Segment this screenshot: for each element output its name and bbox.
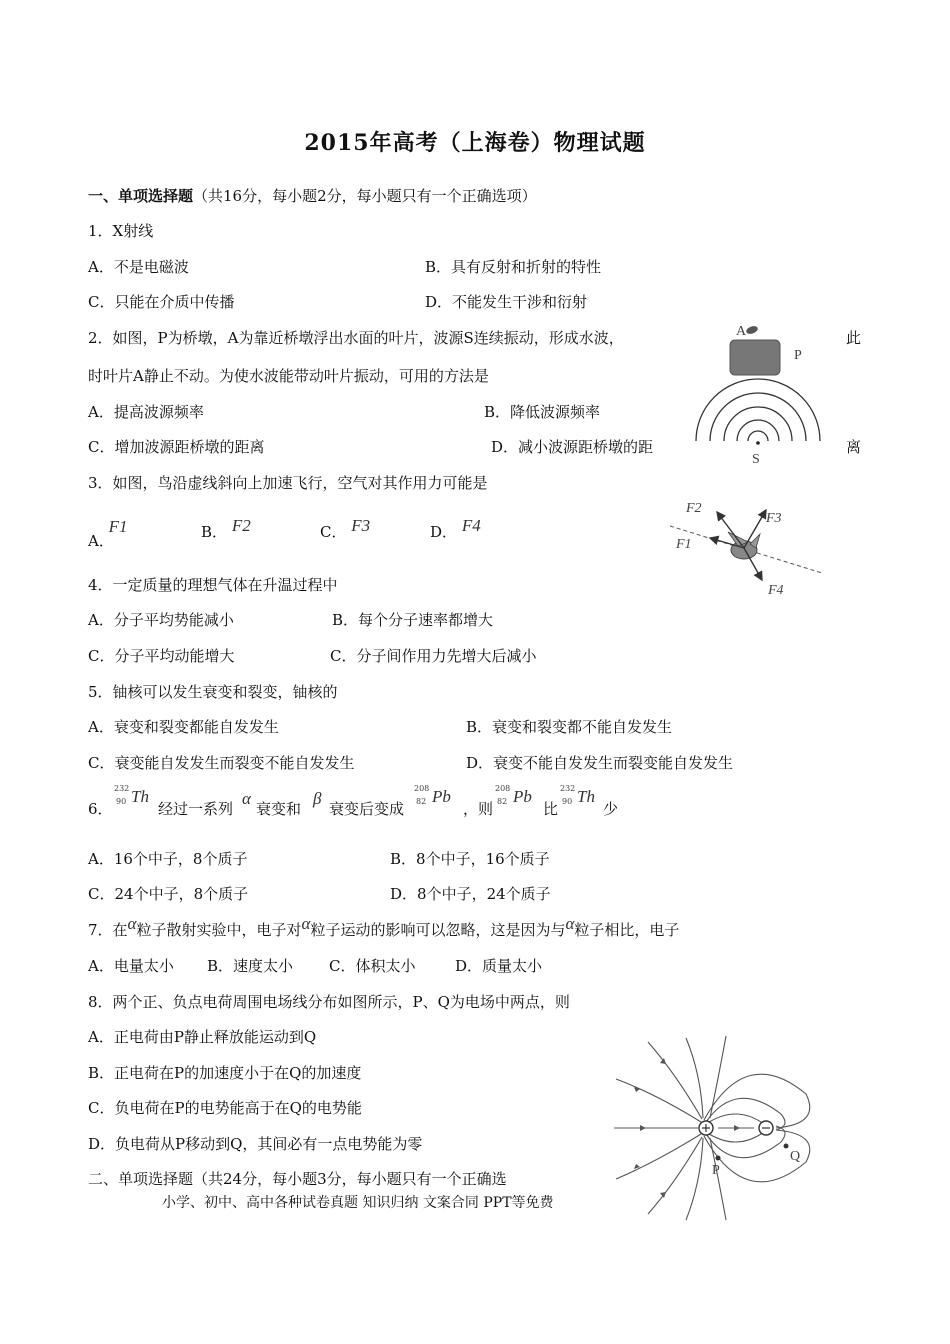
fig-label-a: A	[736, 324, 747, 339]
wave-front	[748, 431, 768, 441]
q6-option-b: B．8个中子，16个质子	[390, 850, 550, 868]
q3-option-a-force: F1	[108, 517, 128, 536]
q7-option-c: C．体积太小	[329, 957, 416, 975]
fig-label-f3: F3	[766, 511, 782, 526]
q8-option-c: C．负电荷在P的电势能高于在Q的电势能	[88, 1099, 362, 1117]
q8-option-d: D．负电荷从P移动到Q，其间必有一点电势能为零	[88, 1135, 423, 1153]
q1-option-c: C．只能在介质中传播	[88, 293, 235, 311]
q8-electric-field-figure	[606, 1034, 841, 1224]
q5-option-a: A．衰变和裂变都能自发发生	[88, 718, 279, 736]
q2-option-c: C．增加波源距桥墩的距离	[88, 438, 265, 456]
q3-option-a-label: A．	[88, 532, 114, 550]
field-line	[648, 1137, 702, 1214]
q4-option-a: A．分子平均势能减小	[88, 611, 234, 629]
fig-label-p: P	[712, 1163, 720, 1178]
pb-atomic-number: 82	[497, 797, 508, 806]
q1-option-a: A．不是电磁波	[88, 258, 189, 276]
section-2-heading: 二、单项选择题（共24分，每小题3分，每小题只有一个正确选	[88, 1170, 507, 1188]
q5-stem: 5．铀核可以发生衰变和裂变，铀核的	[88, 683, 338, 701]
q6-text-1: 经过一系列	[158, 800, 234, 818]
fig-label-s: S	[752, 452, 760, 467]
q6-num: 6．	[88, 800, 113, 818]
q6-pb-nuclide	[414, 784, 464, 814]
q7-option-d: D．质量太小	[455, 957, 543, 975]
q2-stem-end: 此	[846, 329, 862, 347]
q7-text-4: 粒子相比，电子	[574, 921, 680, 939]
wave-source	[756, 441, 760, 445]
q6-alpha: α	[242, 789, 251, 808]
q6-option-c: C．24个中子，8个质子	[88, 885, 249, 903]
th-mass-number: 232	[114, 784, 130, 793]
wave-fronts	[696, 379, 820, 441]
q4-option-c: C．分子平均动能增大	[88, 647, 235, 665]
q2-stem: 2．如图，P为桥墩，A为靠近桥墩浮出水面的叶片，波源S连续振动，形成水波，	[88, 329, 624, 347]
q7-option-b: B．速度太小	[207, 957, 294, 975]
q7-stem	[88, 914, 680, 940]
q2-option-d-end: 离	[846, 438, 862, 456]
q3-option-b-label: B．	[201, 523, 228, 541]
wave-front	[724, 407, 792, 441]
field-arrow	[734, 1125, 740, 1131]
field-line	[616, 1134, 701, 1179]
q1-option-b: B．具有反射和折射的特性	[425, 258, 602, 276]
field-line	[706, 1132, 764, 1142]
q7-text-1: 7．在	[88, 921, 128, 939]
q4-stem: 4．一定质量的理想气体在升温过程中	[88, 576, 338, 594]
q6-text-5: 比	[543, 800, 559, 818]
field-arrow	[660, 1058, 666, 1064]
q2-option-b: B．降低波源频率	[484, 403, 601, 421]
q3-option-a	[88, 517, 138, 551]
q3-option-c-force: F3	[351, 516, 371, 535]
th-symbol: Th	[131, 787, 149, 806]
th-mass-number: 232	[560, 784, 576, 793]
q1-option-d: D．不能发生干涉和衍射	[425, 293, 588, 311]
q1-stem: 1．X射线	[88, 222, 154, 240]
q7-text-3: 粒子运动的影响可以忽略，这是因为与	[310, 921, 566, 939]
pb-symbol: Pb	[432, 787, 451, 806]
force-arrow-f2	[717, 512, 744, 548]
wave-front	[696, 379, 820, 441]
q3-option-b-force: F2	[231, 516, 251, 535]
field-arrow	[640, 1125, 646, 1131]
section-1-heading	[88, 185, 537, 206]
q2-water-wave-figure	[690, 318, 835, 468]
q8-option-a: A．正电荷由P静止释放能运动到Q	[88, 1028, 317, 1046]
pb-atomic-number: 82	[416, 797, 427, 806]
q6-text-2: 衰变和	[256, 800, 302, 818]
q7-text-2: 粒子散射实验中，电子对	[136, 921, 302, 939]
q7-option-a: A．电量太小	[88, 957, 174, 975]
q6-pb-nuclide-2	[495, 784, 545, 814]
field-line	[710, 1036, 726, 1118]
q2-option-a: A．提高波源频率	[88, 403, 204, 421]
q7-alpha: α	[565, 914, 575, 933]
q6-text-4: ，则	[463, 800, 494, 818]
q8-option-b: B．正电荷在P的加速度小于在Q的加速度	[88, 1064, 362, 1082]
q3-bird-force-figure	[662, 488, 827, 603]
fig-label-p: P	[794, 348, 802, 363]
fig-label-f2: F2	[686, 501, 702, 516]
field-line	[648, 1042, 702, 1119]
q3-option-c-label: C．	[320, 523, 347, 541]
q7-alpha: α	[127, 914, 137, 933]
q3-option-d	[430, 516, 481, 542]
th-symbol: Th	[577, 787, 595, 806]
leaf-icon	[745, 325, 759, 336]
q6-option-d: D．8个中子，24个质子	[390, 885, 551, 903]
q4-option-d: C．分子间作用力先增大后减小	[330, 647, 537, 665]
th-atomic-number: 90	[562, 797, 573, 806]
q5-option-b: B．衰变和裂变都不能自发发生	[466, 718, 673, 736]
pb-mass-number: 208	[414, 784, 430, 793]
q3-option-c	[320, 516, 371, 542]
q5-option-c: C．衰变能自发发生而裂变不能自发发生	[88, 754, 355, 772]
fig-label-f4: F4	[768, 583, 784, 598]
q7-alpha: α	[301, 914, 311, 933]
page-title: 2015年高考（上海卷）物理试题	[304, 130, 646, 156]
q6-option-a: A．16个中子，8个质子	[88, 850, 248, 868]
section-1-note: （共16分，每小题2分，每小题只有一个正确选项）	[193, 187, 537, 205]
point-q-marker	[784, 1144, 789, 1149]
field-line	[616, 1079, 701, 1122]
q6-th-nuclide	[108, 784, 158, 814]
q2-option-d: D．减小波源距桥墩的距	[491, 438, 654, 456]
th-atomic-number: 90	[116, 797, 127, 806]
fig-label-q: Q	[790, 1149, 801, 1164]
field-line	[710, 1138, 726, 1220]
q3-option-d-force: F4	[461, 516, 481, 535]
pb-mass-number: 208	[495, 784, 511, 793]
q5-option-d: D．衰变不能自发发生而裂变能自发发生	[466, 754, 734, 772]
field-line	[706, 1114, 764, 1124]
field-arrow	[660, 1192, 666, 1198]
point-p-marker	[716, 1156, 721, 1161]
q3-option-d-label: D．	[430, 523, 458, 541]
q4-option-b: B．每个分子速率都增大	[332, 611, 494, 629]
q2-stem-line2: 时叶片A静止不动。为使水波能带动叶片振动，可用的方法是	[88, 367, 489, 385]
q3-option-b	[201, 516, 251, 542]
footer-watermark: 小学、初中、高中各种试卷真题 知识归纳 文案合同 PPT等免费	[162, 1195, 554, 1211]
q6-text-3: 衰变后变成	[329, 800, 405, 818]
q6-beta: β	[313, 789, 322, 808]
bridge-pier	[730, 340, 780, 375]
q8-stem: 8．两个正、负点电荷周围电场线分布如图所示，P、Q为电场中两点，则	[88, 993, 570, 1011]
q6-text-6: 少	[603, 800, 619, 818]
fig-label-f1: F1	[676, 537, 692, 552]
pb-symbol: Pb	[513, 787, 532, 806]
q3-stem: 3．如图，鸟沿虚线斜向上加速飞行，空气对其作用力可能是	[88, 474, 488, 492]
section-1-title: 一、单项选择题	[88, 187, 194, 205]
